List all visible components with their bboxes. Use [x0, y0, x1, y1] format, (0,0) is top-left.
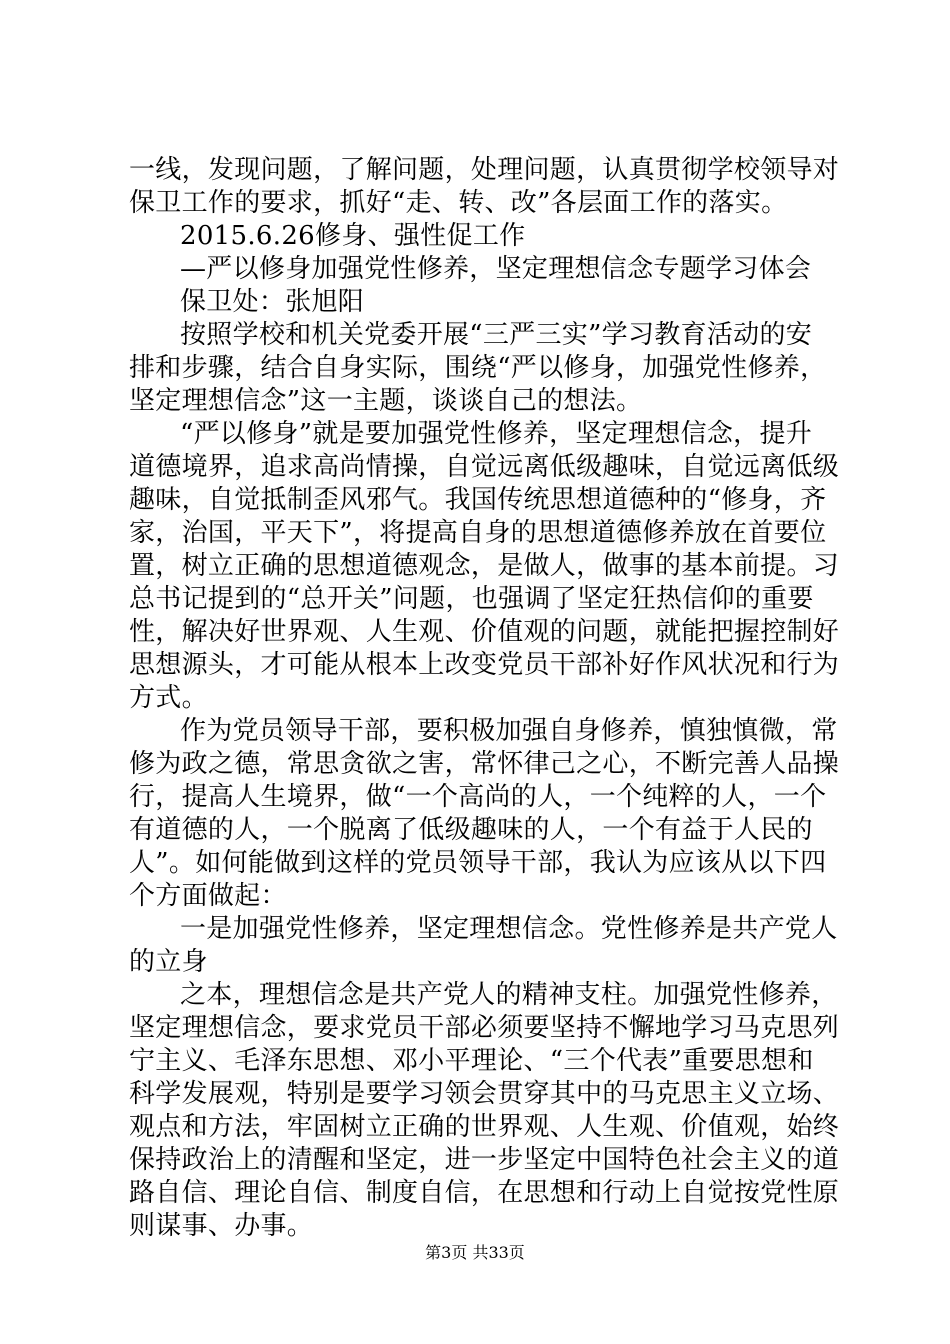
text-line: 个方面做起： [129, 881, 287, 911]
text-line: 坚定理想信念”这一主题，谈谈自己的想法。 [129, 386, 643, 416]
text-line: 路自信、理论自信、制度自信，在思想和行动上自觉按党性原 [129, 1178, 840, 1208]
text-line: 道德境界，追求高尚情操，自觉远离低级趣味，自觉远离低级 [129, 452, 840, 482]
text-line: 家，治国，平天下”，将提高自身的思想道德修养放在首要位 [129, 518, 827, 548]
text-line: 趣味，自觉抵制歪风邪气。我国传统思想道德种的“修身，齐 [129, 485, 827, 515]
text-line: 观点和方法，牢固树立正确的世界观、人生观、价值观，始终 [129, 1112, 840, 1142]
text-line: 之本，理想信念是共产党人的精神支柱。加强党性修养， [180, 980, 838, 1010]
text-line: 置，树立正确的思想道德观念，是做人，做事的基本前提。习 [129, 551, 840, 581]
text-line: 坚定理想信念，要求党员干部必须要坚持不懈地学习马克思列 [129, 1013, 840, 1043]
text-line: 科学发展观，特别是要学习领会贯穿其中的马克思主义立场、 [129, 1079, 840, 1109]
text-line: 方式。 [129, 683, 208, 713]
text-line: 人”。如何能做到这样的党员领导干部，我认为应该从以下四 [129, 848, 827, 878]
text-line: 保卫工作的要求，抓好“走、转、改”各层面工作的落实。 [129, 188, 788, 218]
text-line: 宁主义、毛泽东思想、邓小平理论、“三个代表”重要思想和 [129, 1046, 814, 1076]
text-line: 排和步骤，结合自身实际，围绕“严以修身，加强党性修养， [129, 353, 827, 383]
text-line: 2015.6.26修身、强性促工作 [180, 221, 526, 251]
text-line: 总书记提到的“总开关”问题，也强调了坚定狂热信仰的重要 [129, 584, 814, 614]
text-line: 思想源头，才可能从根本上改变党员干部补好作风状况和行为 [129, 650, 840, 680]
text-line: 按照学校和机关党委开展“三严三实”学习教育活动的安 [180, 320, 813, 350]
text-line: 则谋事、办事。 [129, 1211, 314, 1241]
text-line: 的立身 [129, 947, 208, 977]
text-line: 一线，发现问题，了解问题，处理问题，认真贯彻学校领导对 [129, 155, 840, 185]
text-line: 作为党员领导干部，要积极加强自身修养，慎独慎微，常 [180, 716, 838, 746]
text-line: 保持政治上的清醒和坚定，进一步坚定中国特色社会主义的道 [129, 1145, 840, 1175]
text-line: 修为政之德，常思贪欲之害，常怀律己之心，不断完善人品操 [129, 749, 840, 779]
text-line: —严以修身加强党性修养，坚定理想信念专题学习体会 [180, 254, 812, 284]
text-line: 保卫处：张旭阳 [180, 287, 365, 317]
text-line: 一是加强党性修养，坚定理想信念。党性修养是共产党人 [180, 914, 838, 944]
text-line: “严以修身”就是要加强党性修养，坚定理想信念，提升 [180, 419, 813, 449]
text-line: 行，提高人生境界，做“一个高尚的人，一个纯粹的人，一个 [129, 782, 827, 812]
text-line: 性，解决好世界观、人生观、价值观的问题，就能把握控制好 [129, 617, 840, 647]
page-footer: 第3页 共33页 [425, 1243, 525, 1262]
text-line: 有道德的人，一个脱离了低级趣味的人，一个有益于人民的 [129, 815, 813, 845]
